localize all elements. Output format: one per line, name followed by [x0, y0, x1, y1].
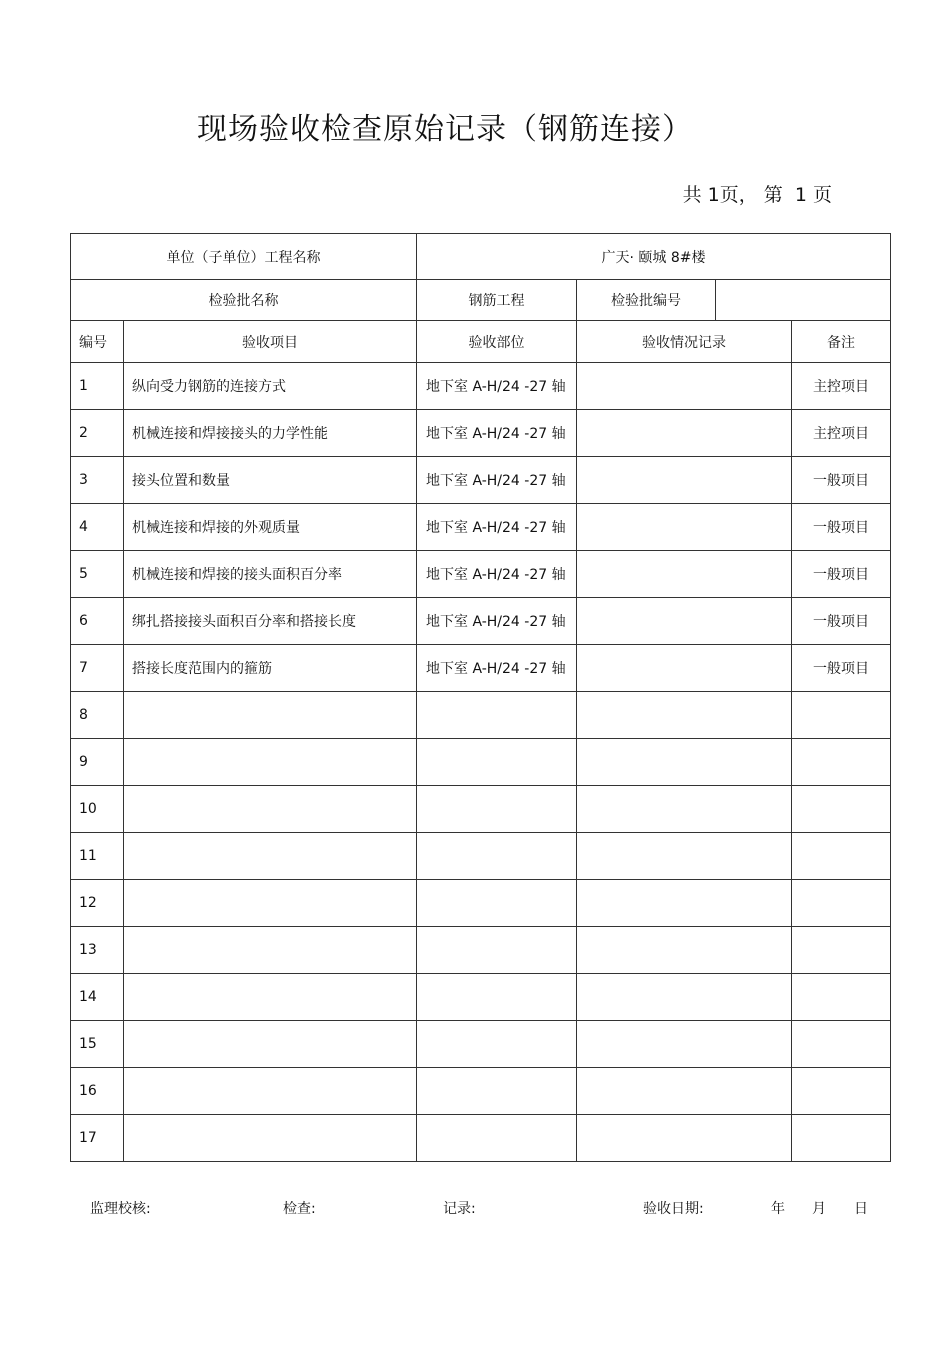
row-location — [417, 739, 577, 786]
batch-label: 检验批名称 — [71, 280, 417, 321]
row-number: 6 — [71, 598, 124, 645]
row-location: 地下室 A-H/24 -27 轴 — [417, 504, 577, 551]
table-row — [71, 363, 891, 410]
row-record — [577, 880, 792, 927]
row-number: 16 — [71, 1068, 124, 1115]
row-number: 9 — [71, 739, 124, 786]
table-row — [71, 692, 891, 739]
row-remark: 一般项目 — [792, 551, 891, 598]
row-location — [417, 833, 577, 880]
row-number: 7 — [71, 645, 124, 692]
row-remark — [792, 1068, 891, 1115]
row-location: 地下室 A-H/24 -27 轴 — [417, 410, 577, 457]
col-location-header: 验收部位 — [417, 321, 577, 363]
row-record — [577, 457, 792, 504]
row-location — [417, 1021, 577, 1068]
row-number: 10 — [71, 786, 124, 833]
row-number: 14 — [71, 974, 124, 1021]
table-row — [71, 457, 891, 504]
row-remark: 一般项目 — [792, 504, 891, 551]
row-remark — [792, 833, 891, 880]
unit-label: 单位（子单位）工程名称 — [71, 234, 417, 280]
row-item — [124, 692, 417, 739]
row-record — [577, 1068, 792, 1115]
date-label: 验收日期: — [643, 1201, 704, 1217]
table-row — [71, 598, 891, 645]
row-number: 2 — [71, 410, 124, 457]
row-remark: 主控项目 — [792, 410, 891, 457]
table-row — [71, 645, 891, 692]
row-record — [577, 551, 792, 598]
row-remark: 主控项目 — [792, 363, 891, 410]
day-label: 日 — [854, 1201, 868, 1217]
row-remark — [792, 1021, 891, 1068]
row-number: 5 — [71, 551, 124, 598]
row-number: 15 — [71, 1021, 124, 1068]
row-item: 搭接长度范围内的箍筋 — [124, 645, 417, 692]
row-record — [577, 645, 792, 692]
row-record — [577, 363, 792, 410]
row-remark — [792, 880, 891, 927]
row-location — [417, 927, 577, 974]
row-item: 纵向受力钢筋的连接方式 — [124, 363, 417, 410]
row-record — [577, 504, 792, 551]
table-row — [71, 1021, 891, 1068]
col-no-header: 编号 — [71, 321, 124, 363]
row-item: 机械连接和焊接的外观质量 — [124, 504, 417, 551]
row-item — [124, 1115, 417, 1162]
row-location — [417, 786, 577, 833]
row-remark — [792, 974, 891, 1021]
month-label: 月 — [812, 1201, 826, 1217]
row-location: 地下室 A-H/24 -27 轴 — [417, 645, 577, 692]
row-location — [417, 974, 577, 1021]
row-location — [417, 692, 577, 739]
row-record — [577, 927, 792, 974]
row-number: 4 — [71, 504, 124, 551]
row-location: 地下室 A-H/24 -27 轴 — [417, 551, 577, 598]
table-row — [71, 880, 891, 927]
supervisor-label: 监理校核: — [90, 1201, 151, 1217]
row-number: 17 — [71, 1115, 124, 1162]
row-record — [577, 1021, 792, 1068]
col-item-header: 验收项目 — [124, 321, 417, 363]
row-record — [577, 739, 792, 786]
table-row — [71, 551, 891, 598]
row-location — [417, 880, 577, 927]
batch-no-value — [716, 280, 891, 321]
row-record — [577, 692, 792, 739]
row-item — [124, 786, 417, 833]
row-item — [124, 880, 417, 927]
table-row — [71, 1115, 891, 1162]
row-location: 地下室 A-H/24 -27 轴 — [417, 457, 577, 504]
row-remark — [792, 786, 891, 833]
row-item: 机械连接和焊接的接头面积百分率 — [124, 551, 417, 598]
row-remark — [792, 1115, 891, 1162]
signature-footer — [0, 1198, 950, 1218]
row-remark — [792, 692, 891, 739]
table-row — [71, 739, 891, 786]
column-header-row — [71, 321, 891, 363]
row-remark — [792, 927, 891, 974]
row-remark: 一般项目 — [792, 645, 891, 692]
col-record-header: 验收情况记录 — [577, 321, 792, 363]
row-record — [577, 833, 792, 880]
row-item — [124, 974, 417, 1021]
row-number: 12 — [71, 880, 124, 927]
row-item: 机械连接和焊接接头的力学性能 — [124, 410, 417, 457]
row-location — [417, 1115, 577, 1162]
row-record — [577, 786, 792, 833]
row-location: 地下室 A-H/24 -27 轴 — [417, 598, 577, 645]
table-row — [71, 927, 891, 974]
table-row — [71, 974, 891, 1021]
batch-row — [71, 280, 891, 321]
row-remark — [792, 739, 891, 786]
row-item — [124, 927, 417, 974]
row-remark: 一般项目 — [792, 598, 891, 645]
row-item — [124, 1021, 417, 1068]
document-title: 现场验收检查原始记录（钢筋连接） — [197, 112, 693, 147]
table-row — [71, 1068, 891, 1115]
table-row — [71, 833, 891, 880]
row-record — [577, 598, 792, 645]
row-item: 接头位置和数量 — [124, 457, 417, 504]
row-item: 绑扎搭接接头面积百分率和搭接长度 — [124, 598, 417, 645]
row-location: 地下室 A-H/24 -27 轴 — [417, 363, 577, 410]
project-name-row — [71, 234, 891, 280]
row-number: 13 — [71, 927, 124, 974]
batch-value: 钢筋工程 — [417, 280, 577, 321]
record-label: 记录: — [443, 1201, 476, 1217]
row-number: 1 — [71, 363, 124, 410]
row-number: 11 — [71, 833, 124, 880]
page-count: 共 1页， 第 1 页 — [682, 184, 832, 206]
unit-value: 广天· 颐城 8#楼 — [417, 234, 891, 280]
row-item — [124, 739, 417, 786]
col-remark-header: 备注 — [792, 321, 891, 363]
row-number: 3 — [71, 457, 124, 504]
year-label: 年 — [771, 1201, 785, 1217]
inspect-label: 检查: — [283, 1201, 316, 1217]
table-row — [71, 786, 891, 833]
row-item — [124, 1068, 417, 1115]
row-record — [577, 974, 792, 1021]
row-record — [577, 410, 792, 457]
row-number: 8 — [71, 692, 124, 739]
row-remark: 一般项目 — [792, 457, 891, 504]
inspection-table — [70, 233, 891, 1162]
row-location — [417, 1068, 577, 1115]
table-row — [71, 504, 891, 551]
table-row — [71, 410, 891, 457]
batch-no-label: 检验批编号 — [577, 280, 716, 321]
row-record — [577, 1115, 792, 1162]
row-item — [124, 833, 417, 880]
